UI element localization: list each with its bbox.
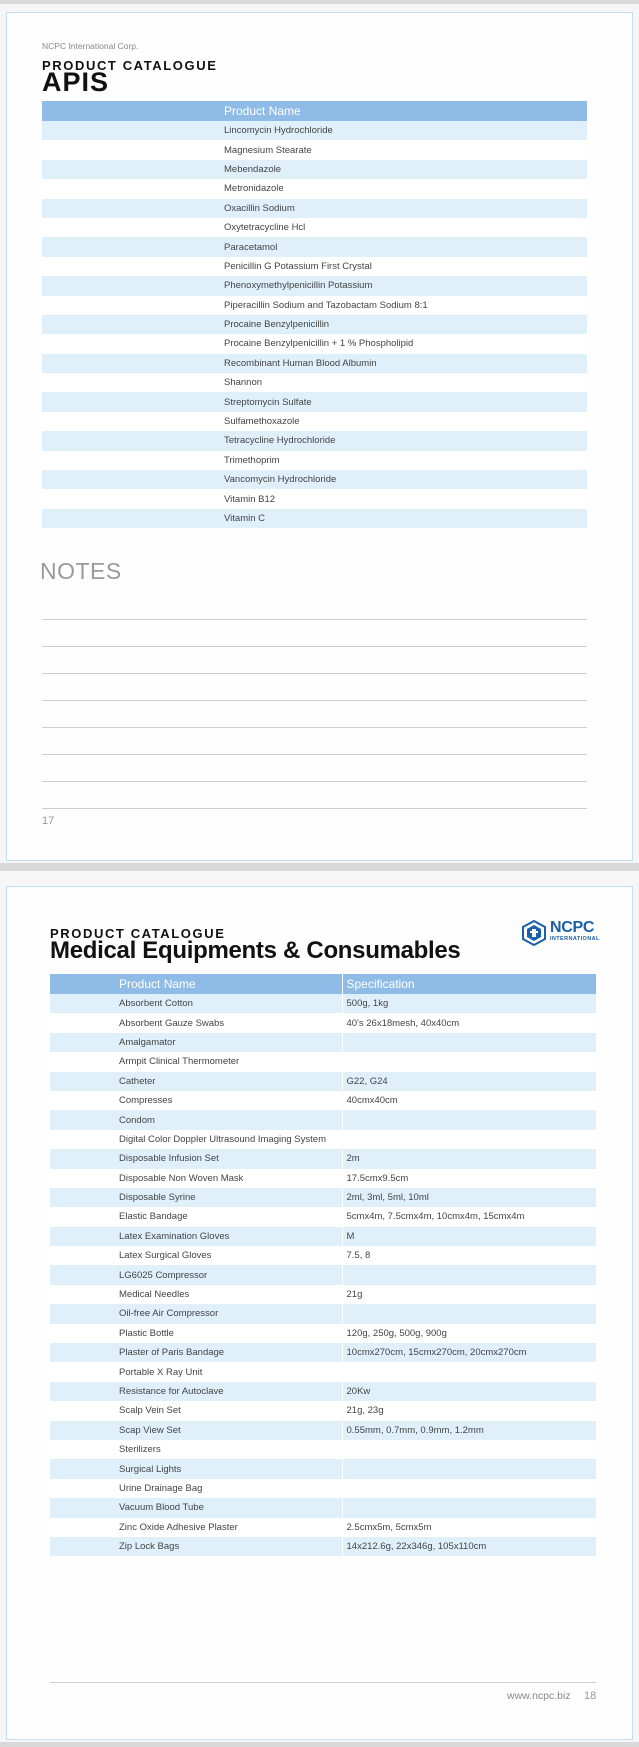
column-header-product-name: Product Name bbox=[42, 101, 587, 121]
column-header-product-name: Product Name bbox=[50, 974, 342, 994]
ncpc-logo bbox=[521, 919, 600, 947]
table-row bbox=[42, 140, 587, 159]
specification-cell bbox=[342, 1110, 596, 1129]
product-name-cell: Magnesium Stearate bbox=[42, 140, 587, 159]
table-row bbox=[50, 1537, 596, 1556]
product-name-cell: Plaster of Paris Bandage bbox=[50, 1343, 342, 1362]
medical-equipment-table bbox=[50, 974, 596, 1556]
footer-divider bbox=[42, 808, 587, 809]
table-row bbox=[50, 1401, 596, 1420]
table-row bbox=[42, 315, 587, 334]
table-row bbox=[50, 1227, 596, 1246]
product-name-cell: Lincomycin Hydrochloride bbox=[42, 121, 587, 140]
product-name-cell: Compresses bbox=[50, 1091, 342, 1110]
product-name-cell: Vitamin C bbox=[42, 509, 587, 528]
product-name-cell: Digital Color Doppler Ultrasound Imaging System bbox=[50, 1130, 342, 1149]
table-row bbox=[50, 1110, 596, 1129]
product-name-cell: Scap View Set bbox=[50, 1421, 342, 1440]
notes-heading: NOTES bbox=[40, 558, 122, 584]
table-row bbox=[42, 470, 587, 489]
product-name-cell: Sterilizers bbox=[50, 1440, 342, 1459]
table-row bbox=[50, 1013, 596, 1032]
table-row bbox=[42, 489, 587, 508]
product-name-cell: Urine Drainage Bag bbox=[50, 1479, 342, 1498]
note-line bbox=[42, 646, 587, 647]
table-row bbox=[50, 1169, 596, 1188]
apis-product-table bbox=[42, 101, 587, 528]
specification-cell: 17.5cmx9.5cm bbox=[342, 1169, 596, 1188]
product-name-cell: Scalp Vein Set bbox=[50, 1401, 342, 1420]
specification-cell bbox=[342, 1304, 596, 1323]
specification-cell: M bbox=[342, 1227, 596, 1246]
product-name-cell: Elastic Bandage bbox=[50, 1207, 342, 1226]
table-row bbox=[50, 1091, 596, 1110]
table-row bbox=[42, 276, 587, 295]
specification-cell: 2ml, 3ml, 5ml, 10ml bbox=[342, 1188, 596, 1207]
table-row bbox=[50, 1518, 596, 1537]
table-row bbox=[50, 1382, 596, 1401]
table-row bbox=[42, 218, 587, 237]
page-title: Medical Equipments & Consumables bbox=[50, 937, 461, 964]
product-name-cell: Plastic Bottle bbox=[50, 1324, 342, 1343]
table-row bbox=[42, 179, 587, 198]
table-row bbox=[42, 160, 587, 179]
table-row bbox=[50, 1130, 596, 1149]
specification-cell: 2m bbox=[342, 1149, 596, 1168]
table-row bbox=[50, 1421, 596, 1440]
product-name-cell: Recombinant Human Blood Albumin bbox=[42, 354, 587, 373]
table-row bbox=[50, 1479, 596, 1498]
table-row bbox=[50, 1265, 596, 1284]
table-row bbox=[42, 237, 587, 256]
product-name-cell: Piperacillin Sodium and Tazobactam Sodium 8:1 bbox=[42, 296, 587, 315]
table-row bbox=[50, 1498, 596, 1517]
product-name-cell: Medical Needles bbox=[50, 1285, 342, 1304]
product-name-cell: Zip Lock Bags bbox=[50, 1537, 342, 1556]
table-row bbox=[50, 1285, 596, 1304]
product-name-cell: Penicillin G Potassium First Crystal bbox=[42, 257, 587, 276]
note-line bbox=[42, 673, 587, 674]
product-name-cell: Amalgamator bbox=[50, 1033, 342, 1052]
specification-cell: G22, G24 bbox=[342, 1072, 596, 1091]
table-row bbox=[42, 121, 587, 140]
table-row bbox=[50, 1324, 596, 1343]
specification-cell: 120g, 250g, 500g, 900g bbox=[342, 1324, 596, 1343]
specification-cell bbox=[342, 1440, 596, 1459]
specification-cell bbox=[342, 1362, 596, 1381]
table-row bbox=[50, 1440, 596, 1459]
product-name-cell: Disposable Non Woven Mask bbox=[50, 1169, 342, 1188]
specification-cell: 7.5, 8 bbox=[342, 1246, 596, 1265]
specification-cell bbox=[342, 1130, 596, 1149]
product-name-cell: Procaine Benzylpenicillin + 1 % Phospholipid bbox=[42, 334, 587, 353]
page-number: 18 bbox=[584, 1690, 597, 1702]
product-name-cell: Vacuum Blood Tube bbox=[50, 1498, 342, 1517]
product-name-cell: Trimethoprim bbox=[42, 451, 587, 470]
product-name-cell: Tetracycline Hydrochloride bbox=[42, 431, 587, 450]
product-name-cell: Paracetamol bbox=[42, 237, 587, 256]
logo-brand-text: NCPC bbox=[550, 919, 595, 936]
table-row bbox=[42, 373, 587, 392]
product-name-cell: Portable X Ray Unit bbox=[50, 1362, 342, 1381]
specification-cell: 40's 26x18mesh, 40x40cm bbox=[342, 1013, 596, 1032]
product-name-cell: Oil-free Air Compressor bbox=[50, 1304, 342, 1323]
product-name-cell: Condom bbox=[50, 1110, 342, 1129]
specification-cell: 500g, 1kg bbox=[342, 994, 596, 1013]
note-line bbox=[42, 700, 587, 701]
note-line bbox=[42, 727, 587, 728]
specification-cell: 10cmx270cm, 15cmx270cm, 20cmx270cm bbox=[342, 1343, 596, 1362]
product-name-cell: Shannon bbox=[42, 373, 587, 392]
product-name-cell: Latex Examination Gloves bbox=[50, 1227, 342, 1246]
product-name-cell: Absorbent Gauze Swabs bbox=[50, 1013, 342, 1032]
product-name-cell: Armpit Clinical Thermometer bbox=[50, 1052, 342, 1071]
specification-cell bbox=[342, 1479, 596, 1498]
specification-cell bbox=[342, 1265, 596, 1284]
table-row bbox=[42, 509, 587, 528]
table-row bbox=[50, 1207, 596, 1226]
column-header-specification: Specification bbox=[342, 974, 596, 994]
table-row bbox=[50, 1304, 596, 1323]
table-row bbox=[50, 1343, 596, 1362]
table-row bbox=[42, 334, 587, 353]
note-line bbox=[42, 754, 587, 755]
website-url: www.ncpc.biz bbox=[507, 1690, 571, 1702]
specification-cell: 5cmx4m, 7.5cmx4m, 10cmx4m, 15cmx4m bbox=[342, 1207, 596, 1226]
table-row bbox=[42, 412, 587, 431]
table-row bbox=[50, 1362, 596, 1381]
product-name-cell: Catheter bbox=[50, 1072, 342, 1091]
product-name-cell: Sulfamethoxazole bbox=[42, 412, 587, 431]
product-name-cell: Vitamin B12 bbox=[42, 489, 587, 508]
catalogue-label: PRODUCT CATALOGUE bbox=[50, 926, 226, 941]
table-row bbox=[50, 1149, 596, 1168]
table-row bbox=[42, 199, 587, 218]
product-name-cell: Latex Surgical Gloves bbox=[50, 1246, 342, 1265]
footer-divider bbox=[50, 1682, 596, 1683]
product-name-cell: LG6025 Compressor bbox=[50, 1265, 342, 1284]
page-number: 17 bbox=[42, 815, 55, 827]
ncpc-emblem-icon bbox=[521, 920, 547, 946]
table-row bbox=[42, 431, 587, 450]
table-row bbox=[50, 1246, 596, 1265]
specification-cell: 14x212.6g, 22x346g, 105x110cm bbox=[342, 1537, 596, 1556]
catalogue-label: PRODUCT CATALOGUE bbox=[42, 58, 218, 73]
product-name-cell: Streptomycin Sulfate bbox=[42, 392, 587, 411]
specification-cell: 21g bbox=[342, 1285, 596, 1304]
page-title: APIS bbox=[42, 67, 110, 97]
product-name-cell: Disposable Infusion Set bbox=[50, 1149, 342, 1168]
table-row bbox=[50, 1033, 596, 1052]
specification-cell bbox=[342, 1459, 596, 1478]
product-name-cell: Surgical Lights bbox=[50, 1459, 342, 1478]
table-row bbox=[50, 1459, 596, 1478]
specification-cell bbox=[342, 1052, 596, 1071]
table-row bbox=[42, 296, 587, 315]
product-name-cell: Resistance for Autoclave bbox=[50, 1382, 342, 1401]
product-name-cell: Oxacillin Sodium bbox=[42, 199, 587, 218]
table-row bbox=[50, 1188, 596, 1207]
note-line bbox=[42, 619, 587, 620]
specification-cell: 0.55mm, 0.7mm, 0.9mm, 1.2mm bbox=[342, 1421, 596, 1440]
specification-cell: 21g, 23g bbox=[342, 1401, 596, 1420]
specification-cell: 40cmx40cm bbox=[342, 1091, 596, 1110]
specification-cell: 2.5cmx5m, 5cmx5m bbox=[342, 1518, 596, 1537]
note-line bbox=[42, 781, 587, 782]
product-name-cell: Absorbent Cotton bbox=[50, 994, 342, 1013]
table-row bbox=[42, 354, 587, 373]
table-row bbox=[42, 257, 587, 276]
product-name-cell: Procaine Benzylpenicillin bbox=[42, 315, 587, 334]
table-row bbox=[50, 1052, 596, 1071]
product-name-cell: Zinc Oxide Adhesive Plaster bbox=[50, 1518, 342, 1537]
product-name-cell: Oxytetracycline Hcl bbox=[42, 218, 587, 237]
product-name-cell: Phenoxymethylpenicillin Potassium bbox=[42, 276, 587, 295]
product-name-cell: Mebendazole bbox=[42, 160, 587, 179]
logo-sub-text: INTERNATIONAL bbox=[550, 936, 600, 942]
table-row bbox=[42, 392, 587, 411]
table-row bbox=[50, 1072, 596, 1091]
product-name-cell: Vancomycin Hydrochloride bbox=[42, 470, 587, 489]
company-name: NCPC International Corp. bbox=[42, 41, 139, 51]
product-name-cell: Metronidazole bbox=[42, 179, 587, 198]
product-name-cell: Disposable Syrine bbox=[50, 1188, 342, 1207]
table-row bbox=[42, 451, 587, 470]
specification-cell: 20Kw bbox=[342, 1382, 596, 1401]
table-row bbox=[50, 994, 596, 1013]
specification-cell bbox=[342, 1033, 596, 1052]
specification-cell bbox=[342, 1498, 596, 1517]
